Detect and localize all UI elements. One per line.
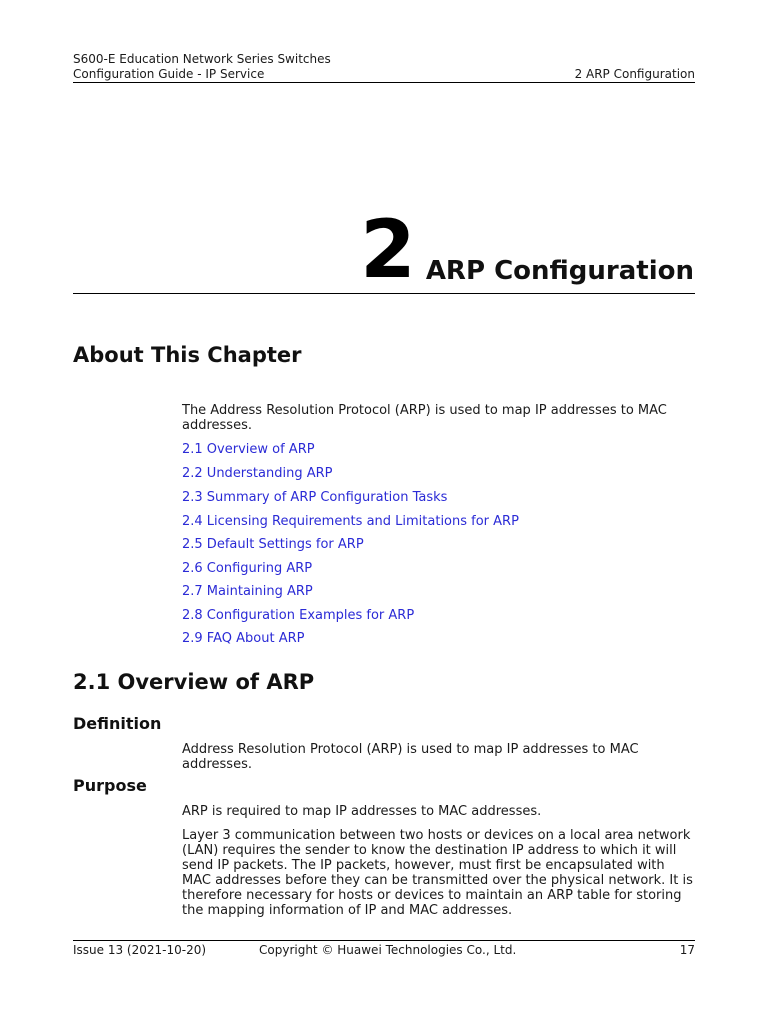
definition-text: Address Resolution Protocol (ARP) is used to map IP addresses to MAC addresses. — [182, 742, 639, 772]
chapter-number: 2 — [360, 203, 416, 296]
about-heading: About This Chapter — [73, 343, 302, 367]
toc-link-2-8[interactable]: 2.8 Configuration Examples for ARP — [182, 608, 415, 623]
about-intro: The Address Resolution Protocol (ARP) is used to map IP addresses to MAC addresses. — [182, 403, 667, 433]
toc-link-2-2[interactable]: 2.2 Understanding ARP — [182, 466, 333, 481]
toc-link-2-9[interactable]: 2.9 FAQ About ARP — [182, 631, 305, 646]
chapter-title-block — [360, 203, 694, 296]
overview-heading: 2.1 Overview of ARP — [73, 670, 315, 694]
page-footer — [73, 940, 695, 957]
chapter-divider — [73, 293, 695, 294]
header-product: S600-E Education Network Series Switches — [73, 52, 331, 66]
toc-link-2-6[interactable]: 2.6 Configuring ARP — [182, 561, 313, 576]
toc-link-2-1[interactable]: 2.1 Overview of ARP — [182, 442, 315, 457]
purpose-heading: Purpose — [73, 776, 147, 795]
toc-link-2-7[interactable]: 2.7 Maintaining ARP — [182, 584, 313, 599]
definition-heading: Definition — [73, 714, 162, 733]
purpose-paragraph-2: Layer 3 communication between two hosts or devices on a local area network (LAN) requires the sender to know the destination IP address to which it will send IP packets. The IP packets, however, must first be encapsulated with MAC addresses before they can be transmitted over the physical network. It is therefore necessary for hosts or devices to maintain an ARP table for storing the mapping information of IP and MAC addresses. — [182, 828, 693, 918]
header-chapter: 2 ARP Configuration — [574, 67, 695, 81]
footer-issue: Issue 13 (2021-10-20) — [73, 943, 207, 957]
page-header — [73, 52, 695, 83]
toc-link-2-3[interactable]: 2.3 Summary of ARP Configuration Tasks — [182, 490, 448, 505]
chapter-title: ARP Configuration — [425, 256, 694, 286]
toc-link-2-4[interactable]: 2.4 Licensing Requirements and Limitations for ARP — [182, 514, 519, 529]
toc-link-2-5[interactable]: 2.5 Default Settings for ARP — [182, 537, 364, 552]
purpose-paragraph-1: ARP is required to map IP addresses to MAC addresses. — [182, 804, 542, 819]
header-guide: Configuration Guide - IP Service — [73, 67, 265, 81]
footer-page-number: 17 — [679, 943, 695, 957]
footer-copyright: Copyright © Huawei Technologies Co., Ltd. — [259, 943, 517, 957]
